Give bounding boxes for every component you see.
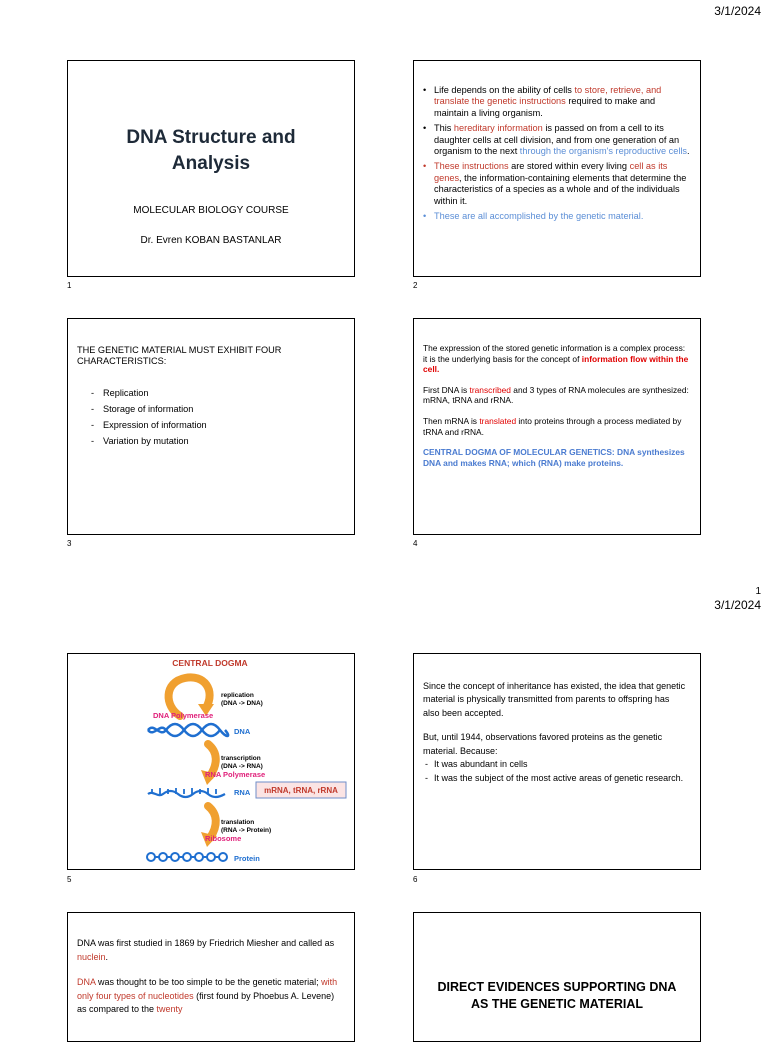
replication-label: replication: [221, 692, 254, 699]
dna-label: DNA: [234, 727, 251, 736]
slide-6: [413, 653, 701, 870]
replication-sublabel: (DNA -> DNA): [221, 700, 263, 707]
protein-label: Protein: [234, 854, 260, 863]
rna-polymerase-label: RNA Polymerase: [205, 770, 266, 779]
paragraph: First DNA is transcribed and 3 types of RNA molecules are synthesized: mRNA, tRNA and rRNA.: [423, 384, 689, 406]
central-dogma-diagram: [68, 654, 355, 870]
author-name: Dr. Evren KOBAN BASTANLAR: [140, 235, 282, 246]
slide-number: 5: [67, 875, 72, 884]
course-name: MOLECULAR BIOLOGY COURSE: [133, 205, 289, 216]
translation-sublabel: (RNA -> Protein): [221, 827, 272, 834]
paragraph: DNA was first studied in 1869 by Friedrich Miesher and called as nuclein.: [77, 938, 335, 962]
list-item: - Variation by mutation: [89, 436, 346, 447]
slide-1: [67, 60, 355, 277]
slide-4: [413, 318, 701, 535]
slide-number: 2: [413, 281, 418, 290]
list-item: - It was the subject of the most active areas of genetic research.: [423, 772, 688, 785]
slide-title: [68, 125, 354, 177]
page-date: 3/1/2024: [714, 4, 761, 18]
dna-helix-icon: [148, 724, 228, 736]
dna-polymerase-label: DNA Polymerase: [153, 711, 214, 720]
transcription-label: transcription: [221, 755, 261, 762]
title-line-2: Analysis: [171, 153, 251, 174]
paragraph: The expression of the stored genetic information is a complex process: it is the underlying basis for the concept of information flow within the cell.: [423, 343, 689, 375]
bullet-2: • This hereditary information is passed on from a cell to its daughter cells at cell division, and from one generation of an organism to the next through the organism's reproductive cells.: [423, 123, 692, 157]
slide-number: 6: [413, 875, 418, 884]
list-item: - Expression of information: [89, 420, 346, 431]
slide-number: 3: [67, 539, 72, 548]
page-number: 1: [755, 586, 761, 597]
paragraph: Then mRNA is translated into proteins through a process mediated by tRNA and rRNA.: [423, 415, 682, 437]
list-item: - It was abundant in cells: [423, 758, 688, 771]
paragraph: Since the concept of inheritance has existed, the idea that genetic material is physically transmitted from parents to offspring has also been accepted.: [423, 681, 686, 718]
central-dogma-statement: CENTRAL DOGMA OF MOLECULAR GENETICS: DNA synthesizes DNA and makes RNA; which (RNA) make proteins.: [423, 447, 685, 468]
slide-heading: THE GENETIC MATERIAL MUST EXHIBIT FOUR CHARACTERISTICS:: [77, 345, 282, 367]
slide-number: 1: [67, 281, 72, 290]
slide-2: [413, 60, 701, 277]
slide-3: [67, 318, 355, 535]
diagram-title: CENTRAL DOGMA: [172, 658, 248, 668]
protein-chain-icon: [147, 853, 227, 861]
paragraph: DNA was thought to be too simple to be the genetic material; with only four types of nucleotides (first found by Phoebus A. Levene) as compared to the twenty: [77, 977, 338, 1015]
rna-types-label: mRNA, tRNA, rRNA: [264, 786, 338, 795]
slide-8: [413, 912, 701, 1042]
slide-number: 4: [413, 539, 418, 548]
page-date: 3/1/2024: [714, 598, 761, 612]
list-item: - Replication: [89, 388, 346, 399]
rna-strand-icon: [148, 788, 225, 797]
ribosome-label: Ribosome: [205, 834, 242, 843]
slide-7: [67, 912, 355, 1042]
slide-5: [67, 653, 355, 870]
slide-title: DIRECT EVIDENCES SUPPORTING DNA AS THE GENETIC MATERIAL: [437, 980, 677, 1011]
bullet-3: • These instructions are stored within every living cell as its genes, the information-containing elements that determine the characteristics of a species as a whole and of the individuals within it.: [423, 161, 692, 207]
transcription-sublabel: (DNA -> RNA): [221, 763, 263, 770]
rna-label: RNA: [234, 788, 251, 797]
title-line-1: DNA Structure and: [126, 127, 296, 148]
list-item: - Storage of information: [89, 404, 346, 415]
bullet-4: • These are all accomplished by the genetic material.: [423, 211, 692, 222]
translation-label: translation: [221, 819, 255, 826]
paragraph: But, until 1944, observations favored proteins as the genetic material. Because:: [423, 732, 663, 756]
bullet-1: • Life depends on the ability of cells to store, retrieve, and translate the genetic instructions required to make and maintain a living organism.: [423, 85, 692, 119]
